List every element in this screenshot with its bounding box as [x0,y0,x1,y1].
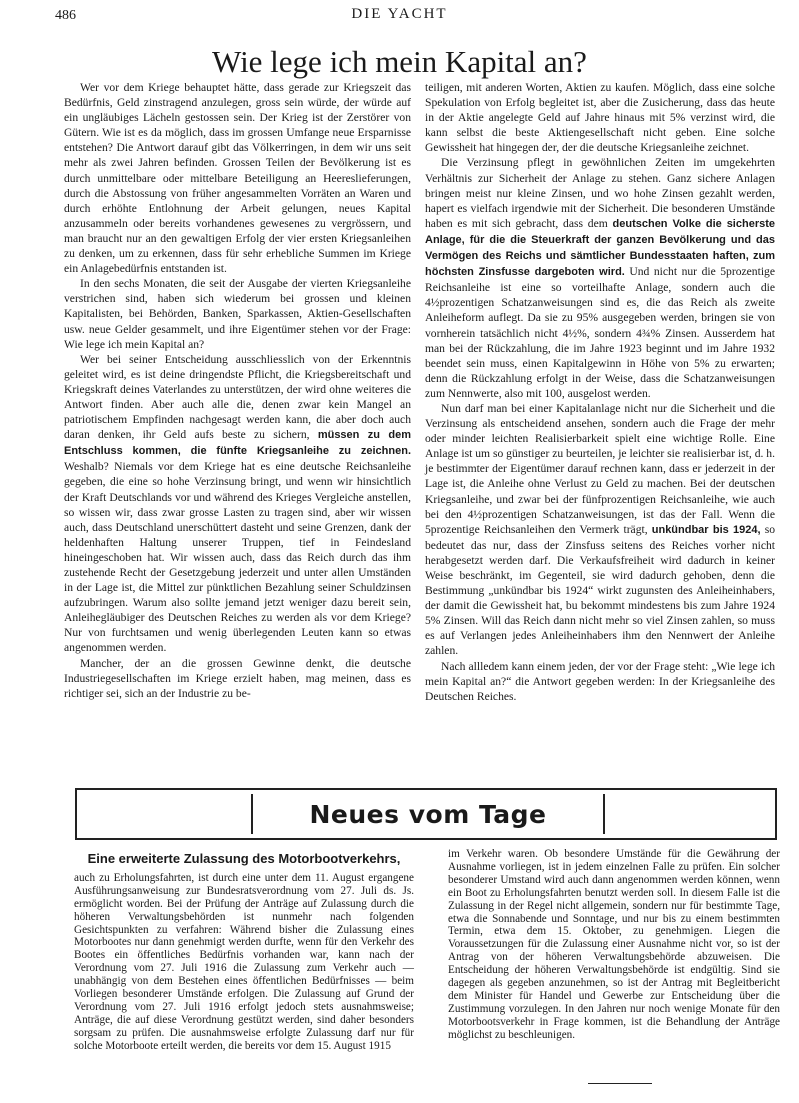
page-number: 486 [55,8,76,23]
news-banner-frame [251,794,605,834]
paragraph-text: Wer bei seiner Entscheidung ausschliesslich von der Erkenntnis geleitet wird, es ist deine dringendste Pflicht, die Kriegsbereitschaft und Kriegskraft deines Vaterlandes zu unterstützen, der wird ohne weiteres die Antwort finden. Aber auch alle die, denen zwar kein Mangel an patriotischem Empfinden nachgesagt werden kann, die aber doch auch daran denken, ihr Geld aufs beste zu sichern, [64,352,411,442]
paragraph: Mancher, der an die grossen Gewinne denkt, die deutsche Industriegesellschaften im Kriege erzielt haben, mag meinen, dass es richtiger sei, sich an der Industrie zu be- [64,656,411,700]
running-title: DIE YACHT [351,6,448,22]
paragraph-text: Und nicht nur die 5prozentige Reichsanleihe ist eine so vorteilhafte Anlage, sondern auch die 4½prozentigen Schatzanweisungen sind es, die das Reich als zweite Anleiheform auflegt. Da sie zu 95% ausgegeben werden, bringen sie von vornherein tatsächlich nicht 4½%, sondern 4¾% Zinsen. Ausserdem hat man bei der Rückzahlung, die im Jahre 1923 beginnt und im Jahre 1932 beendet sein muss, einen Kapitalgewinn in Höhe von 5% zu erwarten; denn die Rückzahlung erfolgt in der Weise, dass die Schatzanweisungen zum Nennwerte, also mit 100, ausgelost werden. [425,265,775,400]
news-column-right [448,848,780,1042]
paragraph [425,155,775,401]
paragraph-text: so bedeutet das nur, dass der Zinsfuss seitens des Reiches vorher nicht herabgesetzt werden darf. Die Verkaufsfreiheit wird dadurch in keiner Weise beschränkt, im Gegenteil, sie wird dadurch gehoben, denn die Bestimmung „unkündbar bis 1924“ wirkt zugunsten des Anleiheinhabers, der damit die Gewissheit hat, bu bekommt mindestens bis zum Jahre 1924 5% Zinsen. Will das Reich dann nicht mehr so viel Zinsen zahlen, so muss es auf Verlangen jedes Anleiheinhabers ihm den Nennwert der Anleihe zahlen. [425,522,775,658]
paragraph [64,352,411,656]
news-banner-title: Neues vom Tage [309,800,547,829]
paragraph [425,401,775,659]
paragraph-text: Weshalb? Niemals vor dem Kriege hat es eine deutsche Reichsanleihe gegeben, die eine so hohe Verzinsung bringt, und wenn wir hinsichtlich der Kraft Deutschlands vor und während des Krieges Vergleiche anstellen, so wissen wir, dass zwar grosse Lasten zu tragen sind, aber wir wissen auch, dass Deutschland unerschüttert dasteht und seine Grenzen, dank der heldenhaften Haltung unserer Truppen, tief in Feindesland hineingeschoben hat. Wir wissen auch, dass das Reich durch das ihm zustehende Recht der Gesetzgebung jederzeit und unter allen Umständen in der Lage ist, die Mittel zur pünktlichen Bezahlung seiner Schuldzinsen aufzubringen. Warum also sollte jemand jetzt weniger dazu bereit sein, Anleihegläubiger des Deutschen Reiches zu werden als vor dem Kriege? Nur von furchtsamen und wenig überlegenden Leuten kann so etwas angenommen werden. [64,460,411,655]
news-heading: Eine erweiterte Zulassung des Motorbootverkehrs, [87,851,401,866]
end-rule [588,1083,652,1084]
news-paragraph: im Verkehr waren. Ob besondere Umstände für die Gewährung der Ausnahme vorliegen, ist in jedem einzelnen Falle zu prüfen. Ein solcher besonderer Umstand wird auch dann angenommen werden können, wenn ein Boot zu Erholungsfahrten benutzt werden soll. In diesem Falle ist die Zulassung in der Regel nicht allgemein, sondern nur für bestimmte Tage, etwa die Sonnabende und Sonntage, und nur bis zu einem bestimmten Termin, etwa dem 15. Oktober, zu genehmigen. Liegen die Voraussetzungen für die Zulassung einer Ausnahme nicht vor, so ist der Antrag von der höheren Verwaltungsbehörde abzuweisen. Die Entscheidung der höheren Verwaltungsbehörde ist endgültig. Sind sie dagegen als gegeben anzunehmen, so ist der Antrag mit Begleitbericht dem Minister für Handel und Gewerbe zur Entscheidung über die Zustimmung vorzulegen. In den Jahren nur noch wenige Monate für den Motorbootsverkehr in Frage kommen, ist die Behandlung der Anträge möglichst zu beschleunigen. [448,848,780,1041]
news-paragraph: auch zu Erholungsfahrten, ist durch eine unter dem 11. August ergangene Ausführungsanweisung zur Bundesratsverordnung vom 27. Juli ds. Js. ermöglicht worden. Bei der Prüfung der Anträge auf Zulassung durch die höheren Verwaltungsbehörden ist nunmehr nach folgenden Gesichtspunkten zu verfahren: Während bisher die Zulassung eines Motorbootes nur dann genehmigt werden durfte, wenn für den Verkehr des Bootes ein öffentliches Bedürfnis vorhanden war, kann nach der Verordnung vom 27. Juli 1916 die Zulassung zum Verkehr auch — unabhängig von dem Bestehen eines öffentlichen Bedürfnisses — beim Vorliegen besonderer Umstände erfolgen. Die Zulassung auf Grund der Verordnung vom 27. Juli 1916 erfolgt jedoch stets ausnahmsweise; Anträge, die auf diese Verordnung gestützt werden, sind daher besonders sorgsam zu prüfen. Die ausnahmsweise erfolgte Zulassung darf nur für solche Motorboote erteilt werden, die bereits vor dem 15. August 1915 [74,871,414,1052]
paragraph-text: Nun darf man bei einer Kapitalanlage nicht nur die Sicherheit und die Verzinsung als entscheidend ansehen, sondern auch die Frage der mehr oder minder leichten Realisierbarkeit spielt eine wichtige Rolle. Eine Anlage ist um so günstiger zu beurteilen, je leichter sie realisierbar ist, d. h. je bestimmter der Eigentümer darauf rechnen kann, dass er jederzeit in der Lage ist, die Anleihe ohne Verlust zu Geld zu machen. Bei der deutschen Kriegsanleihe, und zwar bei der fünfprozentigen Reichsanleihe, wie auch bei den 4½prozentigen Schatzanweisungen, ist das der Fall. Wenn die 5prozentige Reichsanleihen den Vermerk trägt, [425,401,775,536]
article-column-left [64,80,411,701]
paragraph: In den sechs Monaten, die seit der Ausgabe der vierten Kriegsanleihe verstrichen sind, haben sich wiederum bei grossen und kleinen Kapitalisten, bei Behörden, Banken, Sparkassen, Aktien-Gesellschaften usw. neue Gelder gesammelt, und ihre Eigentümer stehen vor der Frage: Wie lege ich mein Kapital an? [64,277,411,351]
emphasis-text: müssen zu dem Entschluss kommen, die fünfte Kriegsanleihe zu zeichnen. [64,429,411,458]
paragraph: Nach allledem kann einem jeden, der vor der Frage steht: „Wie lege ich mein Kapital an?“ die Antwort gegeben werden: In der Kriegsanleihe des Deutschen Reiches. [425,659,775,703]
emphasis-text: deutschen Volke die sicherste Anlage, für die die Steuerkraft der ganzen Bevölkerung und das Vermögen des Reichs und sämtlicher Bundesstaaten haften, zum höchsten Zinsfusse dargeboten wird. [425,217,775,279]
article-title: Wie lege ich mein Kapital an? [212,44,587,79]
article-column-right [425,80,775,704]
paragraph: Wer vor dem Kriege behauptet hätte, dass gerade zur Kriegszeit das Bedürfnis, Geld zinstragend anzulegen, gross sein würde, der würde auf ein ungläubiges Lächeln gestossen sein. Der Krieg ist der Zerstörer von Gütern. Wie ist es da möglich, dass im grossen Umfange neue Ersparnisse entstehen? Die Antwort darauf gibt das Völkerringen, in dem wir uns seit mehr als zwei Jahren befinden. Grossen Teilen der Bevölkerung ist es durch unmittelbare oder mittelbare Beteiligung an Heereslieferungen, durch die Abstossung von früher angesammelten Vorräten an Waren und durch erhöhte Entlohnung der Arbeit gelungen, neues Kapital anzusammeln oder bereits vorhandenes gewesenes zu vergrössern, und man braucht nur an den gewaltigen Erfolg der vier ersten Kriegsanleihen zu denken, um zu erkennen, dass für sehr erhebliche Summen im Kriege ein Anlagebedürfnis entstanden ist. [64,81,411,276]
paragraph-text: Die Verzinsung pflegt in gewöhnlichen Zeiten im umgekehrten Verhältnis zur Sicherheit der Anlage zu stehen. Ganz sichere Anlagen bringen meist nur kleine Zinsen, und wo hohe Zinsen gezahlt werden, hapert es vielfach irgendwie mit der Sicherheit. Die besonderen Umstände haben es mit sich gebracht, dass dem [425,156,775,230]
news-banner [75,788,777,840]
paragraph: teiligen, mit anderen Worten, Aktien zu kaufen. Möglich, dass eine solche Spekulation von Erfolg begleitet ist, aber die Zusicherung, dass das heute in der Aktie angelegte Geld auf Jahre hinaus mit 5% verzinst wird, die kann selbst die beste Aktiengesellschaft nicht geben. Eine solche Gewissheit hat hingegen der, der die deutsche Kriegsanleihe zeichnet. [425,81,775,155]
emphasis-text: unkündbar bis 1924, [651,523,761,536]
news-column-left [74,853,414,1053]
